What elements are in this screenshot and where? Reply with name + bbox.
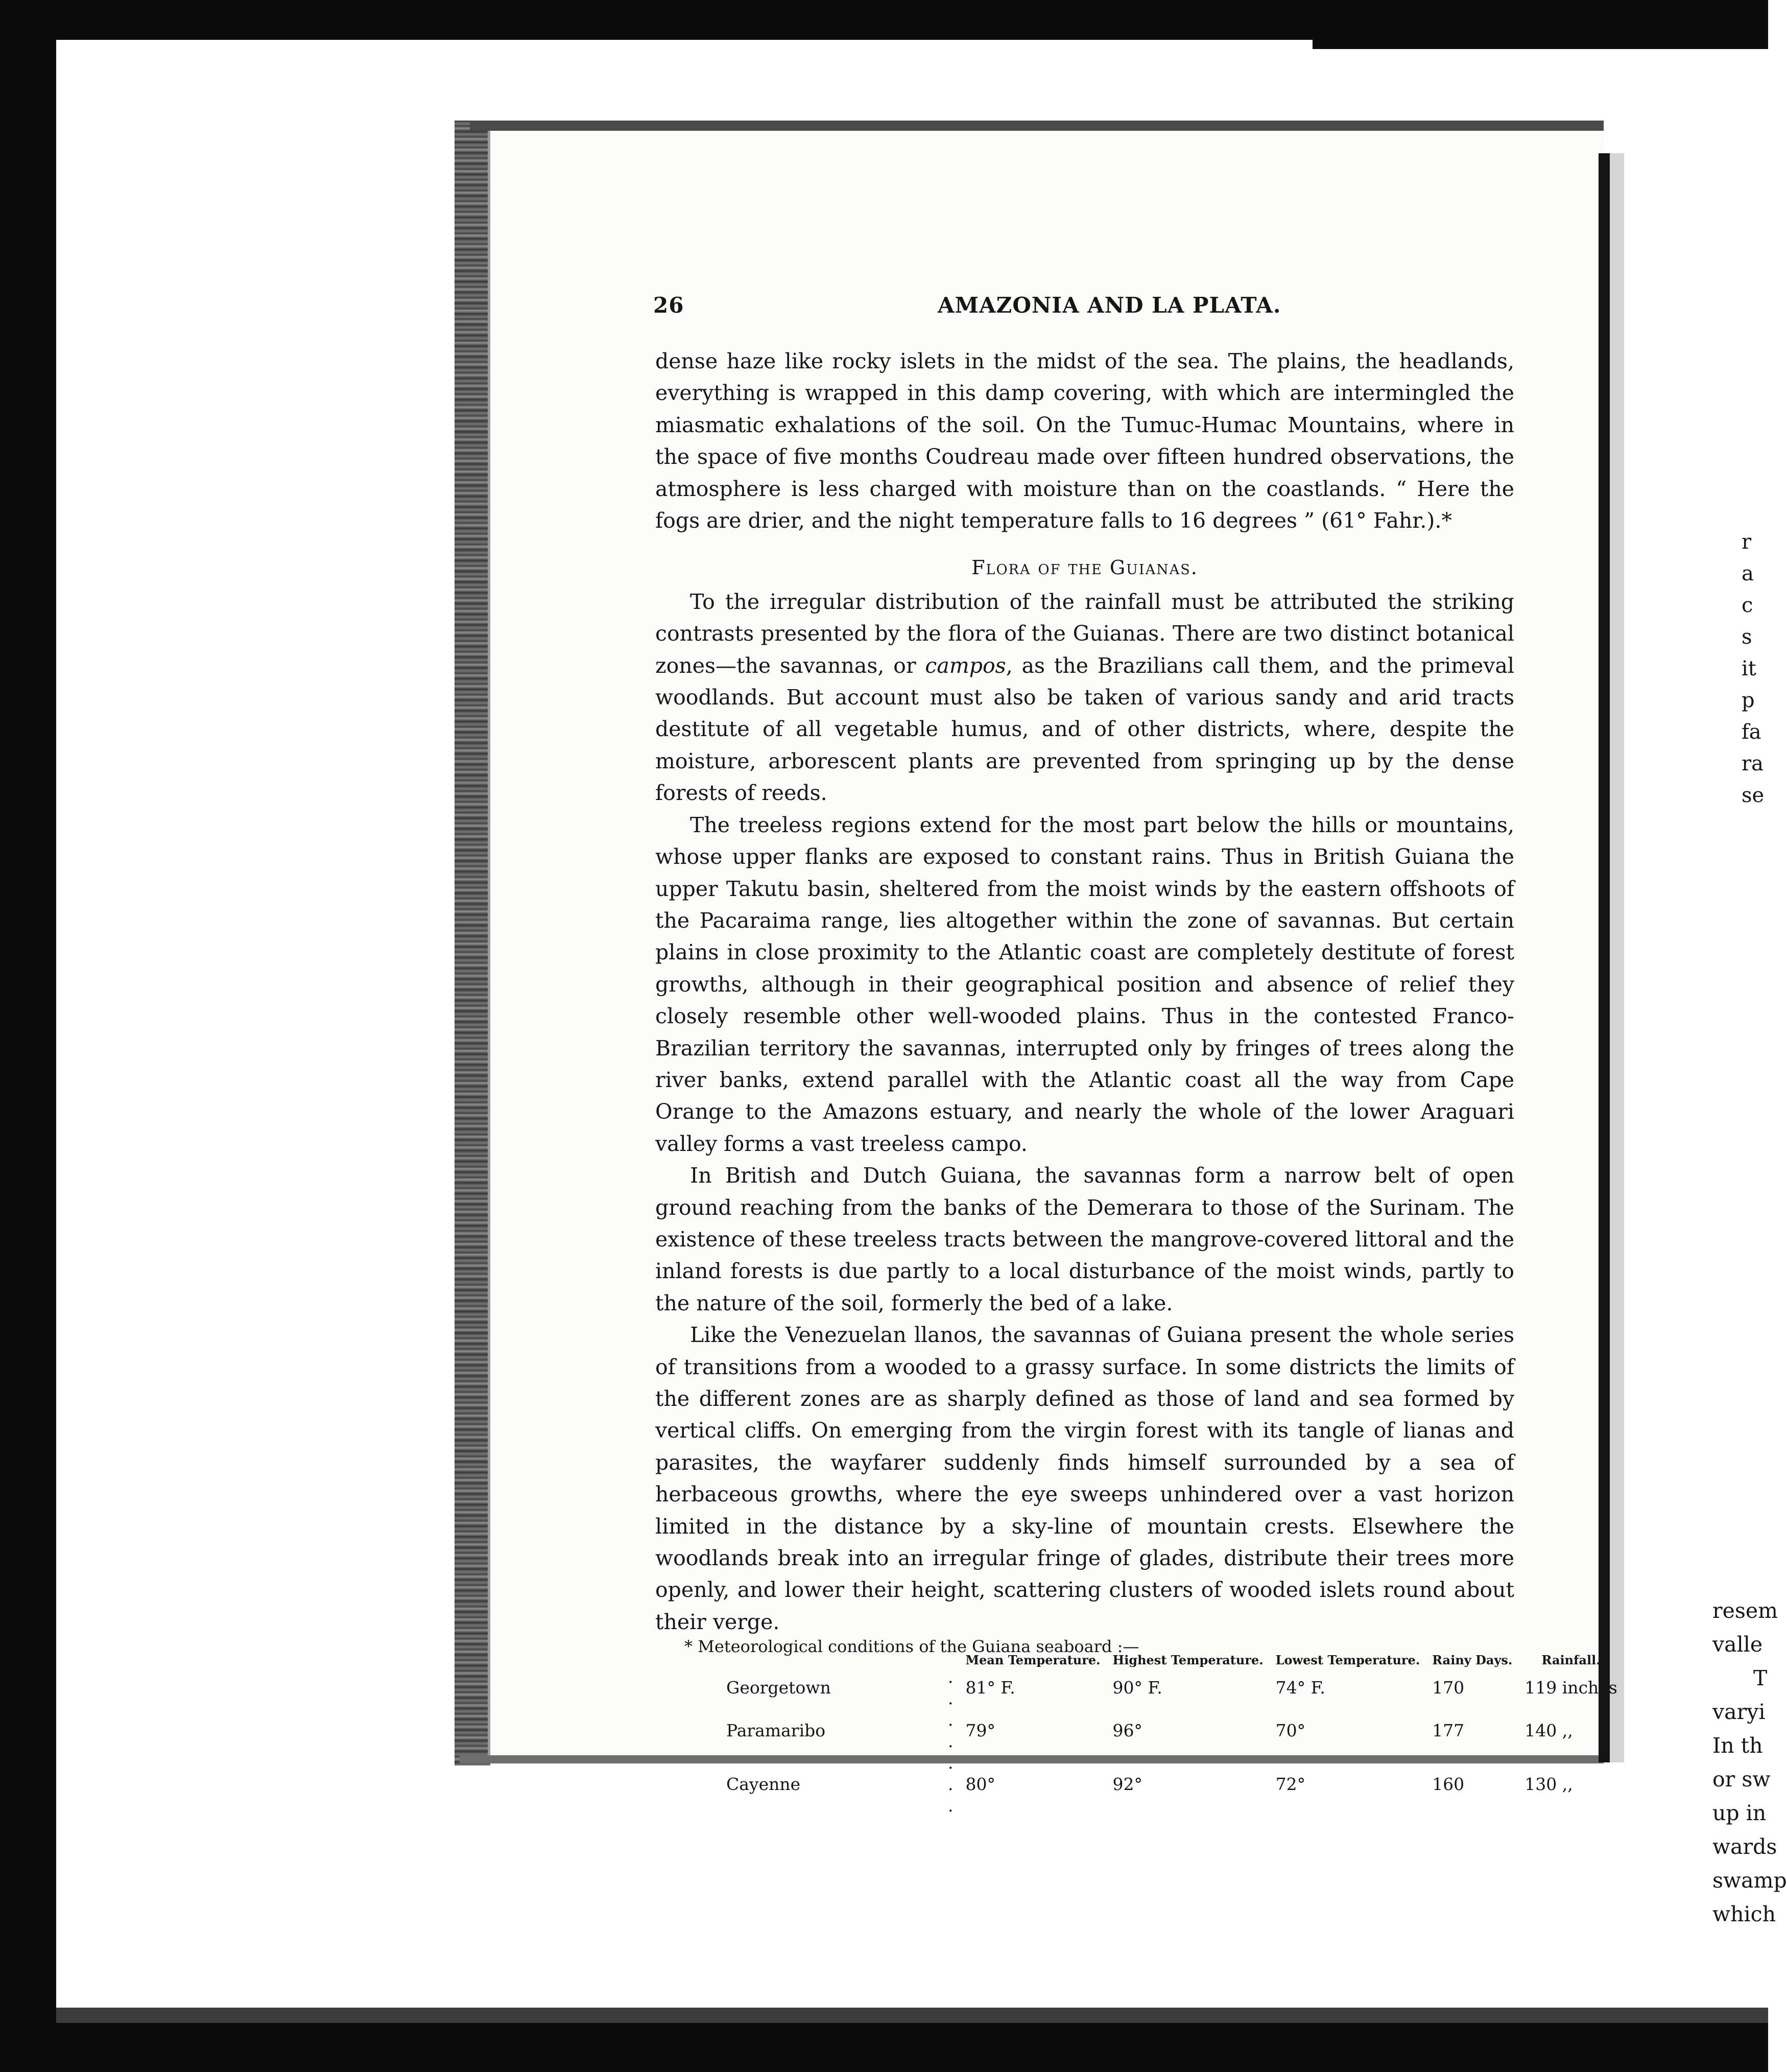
mean-cell: 79° (965, 1721, 995, 1740)
scan-border-left (0, 0, 56, 2072)
paragraph: To the irregular distribution of the rainfall must be attributed the striking contrasts presented by the flora of the Guianas. There are two distinct botanical zones—the savannas, or campos, as the Brazilians call them, and the primeval woodlands. But account must also be taken of various sandy and arid tracts destitute of all vegetable humus, and of other districts, where, despite the moisture, arborescent plants are prevented from springing up by the dense forests of reeds. (655, 589, 1514, 806)
scan-border-bottom-inner (56, 2008, 1768, 2025)
table-row (720, 1752, 1624, 1817)
mean-cell: 81° F. (965, 1678, 1015, 1698)
leader-dots: . . . (948, 1753, 954, 1816)
gutter-rule (1599, 153, 1610, 1762)
table-header-row (720, 1654, 1624, 1666)
lowest-cell: 72° (1275, 1774, 1306, 1794)
column-header: Rainfall. (1541, 1653, 1601, 1667)
gutter-shadow (1610, 153, 1624, 1762)
rainy-days-cell: 160 (1432, 1774, 1465, 1794)
meteorological-table (720, 1654, 1624, 1817)
rainy-days-cell: 170 (1432, 1678, 1465, 1698)
paragraph: dense haze like rocky islets in the midst of the sea. The plains, the headlands, everything is wrapped in this damp covering, with which are intermingled the miasmatic exhalations of the soil. On the Tumuc-Humac Mountains, where in the space of five months Coudreau made over fifteen hundred observations, the atmosphere is less charged with moisture than on the coastlands. “ Here the fogs are drier, and the night temperature falls to 16 degrees ” (61° Fahr.).* (655, 349, 1514, 533)
highest-cell: 90° F. (1112, 1678, 1162, 1698)
footnote-intro: * Meteorological conditions of the Guiana seaboard :— (684, 1637, 1139, 1656)
rainfall-cell: 119 inches (1524, 1678, 1617, 1698)
running-title: AMAZONIA AND LA PLATA. (938, 293, 1281, 318)
paragraph: In British and Dutch Guiana, the savannas form a narrow belt of open ground reaching from the banks of the Demerara to those of the Surinam. The existence of these treeless tracts between the mangrove-covered littoral and the inland forests is due partly to a local disturbance of the moist winds, partly to the nature of the soil, formerly the bed of a lake. (655, 1163, 1514, 1315)
rainfall-cell: 140 ,, (1524, 1721, 1573, 1740)
column-header: Mean Temperature. (965, 1653, 1101, 1667)
column-header: Rainy Days. (1432, 1653, 1513, 1667)
facing-page (1624, 153, 1787, 1926)
leader-dots: . . (948, 1667, 954, 1708)
table-row (720, 1709, 1624, 1752)
paragraph: The treeless regions extend for the most part below the hills or mountains, whose upper flanks are exposed to constant rains. Thus in British Guiana the upper Takutu basin, sheltered from the moist winds by the eastern offshoots of the Pacaraima range, lies altogether within the zone of savannas. But certain plains in close proximity to the Atlantic coast are completely destitute of forest growths, although in their geographical position and absence of relief they closely resemble other well-wooded plains. Thus in the contested Franco-Brazilian territory the savannas, interrupted only by fringes of trees along the river banks, extend parallel with the Atlantic coast all the way from Cape Orange to the Amazons estuary, and nearly the whole of the lower Araguari valley forms a vast treeless campo. (655, 812, 1514, 1156)
highest-cell: 92° (1112, 1774, 1143, 1794)
place-cell: Georgetown (726, 1678, 831, 1698)
lowest-cell: 74° F. (1275, 1678, 1325, 1698)
scan-border-top (0, 0, 1768, 40)
leader-dots: . . (948, 1710, 954, 1751)
scan-border-top-notch (1313, 36, 1768, 49)
rainy-days-cell: 177 (1432, 1721, 1465, 1740)
facing-page-bottom-fragments: resem valle T varyi In th or sw up in wards swamp which (1712, 1598, 1787, 1926)
table-row (720, 1666, 1624, 1709)
highest-cell: 96° (1112, 1721, 1143, 1740)
mean-cell: 80° (965, 1774, 995, 1794)
paragraph: Like the Venezuelan llanos, the savannas of Guiana present the whole series of transitions from a wooded to a grassy surface. In some districts the limits of the different zones are as sharply defined as those of land and sea formed by vertical cliffs. On emerging from the virgin forest with its tangle of lianas and parasites, the wayfarer suddenly finds himself surrounded by a sea of herbaceous growths, where the eye sweeps unhindered over a vast horizon limited in the distance by a sky-line of mountain crests. Elsewhere the woodlands break into an irregular fringe of glades, distribute their trees more openly, and lower their height, scattering clusters of wooded islets round about their verge. (655, 1323, 1514, 1634)
section-heading: Flora of the Guianas. (971, 556, 1198, 579)
rainfall-cell: 130 ,, (1524, 1774, 1573, 1794)
column-header: Lowest Temperature. (1275, 1653, 1420, 1667)
book-edge (455, 121, 490, 1765)
scan-border-bottom (0, 2023, 1768, 2072)
place-cell: Paramaribo (726, 1721, 826, 1740)
body-text (655, 345, 1514, 1638)
column-header: Highest Temperature. (1112, 1653, 1264, 1667)
page-number: 26 (653, 293, 684, 318)
page-top-edge (470, 121, 1604, 131)
place-cell: Cayenne (726, 1774, 801, 1794)
facing-page-top-fragments: r a c s it p fa ra se (1742, 530, 1765, 807)
lowest-cell: 70° (1275, 1721, 1306, 1740)
